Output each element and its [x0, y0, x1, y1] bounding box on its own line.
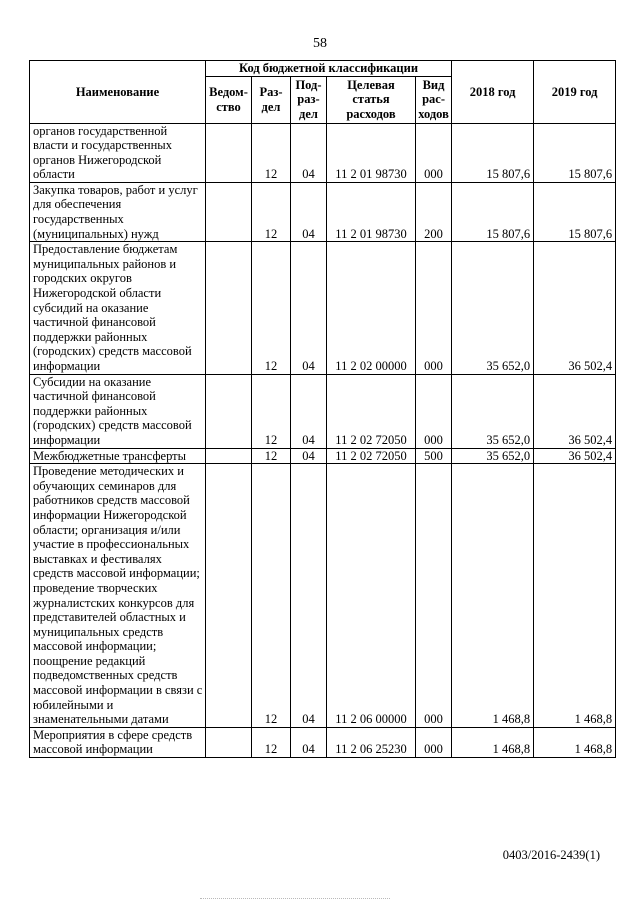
header-razdel: Раз-дел	[252, 76, 291, 123]
cell-vedomstvo	[206, 242, 252, 374]
cell-vedomstvo	[206, 374, 252, 448]
cell-vedomstvo	[206, 727, 252, 757]
cell-podrazdel: 04	[291, 464, 327, 728]
cell-celevaya-statya: 11 2 01 98730	[327, 123, 416, 182]
cell-amount-2019: 36 502,4	[534, 242, 616, 374]
cell-celevaya-statya: 11 2 06 00000	[327, 464, 416, 728]
cell-celevaya-statya: 11 2 02 00000	[327, 242, 416, 374]
cell-celevaya-statya: 11 2 02 72050	[327, 374, 416, 448]
scan-artifact-line	[200, 898, 390, 901]
cell-name: Мероприятия в сфере средств массовой информации	[30, 727, 206, 757]
cell-amount-2018: 35 652,0	[452, 242, 534, 374]
cell-vid-rashodov: 500	[416, 448, 452, 464]
cell-vid-rashodov: 000	[416, 727, 452, 757]
cell-amount-2019: 36 502,4	[534, 448, 616, 464]
cell-amount-2018: 35 652,0	[452, 374, 534, 448]
cell-amount-2018: 35 652,0	[452, 448, 534, 464]
header-year-2018: 2018 год	[452, 61, 534, 124]
budget-table	[29, 60, 616, 758]
cell-razdel: 12	[252, 182, 291, 241]
header-vedomstvo: Ведом-ство	[206, 76, 252, 123]
table-row	[30, 123, 616, 182]
cell-vid-rashodov: 000	[416, 242, 452, 374]
cell-razdel: 12	[252, 464, 291, 728]
document-code: 0403/2016-2439(1)	[502, 848, 600, 862]
cell-podrazdel: 04	[291, 448, 327, 464]
header-podrazdel: Под-раз-дел	[291, 76, 327, 123]
table-row	[30, 242, 616, 374]
cell-vid-rashodov: 000	[416, 374, 452, 448]
cell-razdel: 12	[252, 727, 291, 757]
cell-amount-2018: 15 807,6	[452, 182, 534, 241]
header-classification-group: Код бюджетной классификации	[206, 61, 452, 77]
page-number: 58	[313, 36, 327, 51]
cell-vedomstvo	[206, 123, 252, 182]
cell-amount-2019: 1 468,8	[534, 727, 616, 757]
table-row	[30, 448, 616, 464]
cell-podrazdel: 04	[291, 182, 327, 241]
cell-name: Межбюджетные трансферты	[30, 448, 206, 464]
cell-razdel: 12	[252, 123, 291, 182]
header-year-2019: 2019 год	[534, 61, 616, 124]
cell-podrazdel: 04	[291, 242, 327, 374]
cell-vid-rashodov: 200	[416, 182, 452, 241]
cell-name: Проведение методических и обучающих семинаров для работников средств массовой информации Нижегородской области; организация и/или участие в профессиональных выставках и фестивалях средств массовой информации; проведение творческих журналистских конкурсов для представителей областных и муниципальных средств массовой информации; поощрение редакций подведомственных средств массовой информации в связи с юбилейными и знаменательными датами	[30, 464, 206, 728]
header-celevaya-statya: Целевая статья расходов	[327, 76, 416, 123]
cell-vedomstvo	[206, 464, 252, 728]
cell-vid-rashodov: 000	[416, 123, 452, 182]
cell-podrazdel: 04	[291, 123, 327, 182]
cell-celevaya-statya: 11 2 06 25230	[327, 727, 416, 757]
cell-celevaya-statya: 11 2 01 98730	[327, 182, 416, 241]
cell-name: органов государственной власти и государственных органов Нижегородской области	[30, 123, 206, 182]
cell-amount-2019: 15 807,6	[534, 182, 616, 241]
cell-podrazdel: 04	[291, 374, 327, 448]
cell-name: Предоставление бюджетам муниципальных районов и городских округов Нижегородской области субсидий на оказание частичной финансовой поддержки районных (городских) средств массовой информации	[30, 242, 206, 374]
table-row	[30, 182, 616, 241]
table-header	[30, 61, 616, 124]
cell-vedomstvo	[206, 448, 252, 464]
table-row	[30, 727, 616, 757]
cell-amount-2019: 1 468,8	[534, 464, 616, 728]
cell-vid-rashodov: 000	[416, 464, 452, 728]
cell-amount-2018: 1 468,8	[452, 464, 534, 728]
table-row	[30, 464, 616, 728]
header-vid-rashodov: Вид рас-ходов	[416, 76, 452, 123]
cell-podrazdel: 04	[291, 727, 327, 757]
cell-name: Субсидии на оказание частичной финансовой поддержки районных (городских) средств массовой информации	[30, 374, 206, 448]
cell-razdel: 12	[252, 374, 291, 448]
cell-vedomstvo	[206, 182, 252, 241]
cell-amount-2019: 15 807,6	[534, 123, 616, 182]
cell-razdel: 12	[252, 448, 291, 464]
cell-amount-2018: 15 807,6	[452, 123, 534, 182]
cell-razdel: 12	[252, 242, 291, 374]
table-row	[30, 374, 616, 448]
header-name: Наименование	[30, 61, 206, 124]
cell-celevaya-statya: 11 2 02 72050	[327, 448, 416, 464]
cell-amount-2018: 1 468,8	[452, 727, 534, 757]
cell-amount-2019: 36 502,4	[534, 374, 616, 448]
cell-name: Закупка товаров, работ и услуг для обеспечения государственных (муниципальных) нужд	[30, 182, 206, 241]
table-body	[30, 123, 616, 758]
